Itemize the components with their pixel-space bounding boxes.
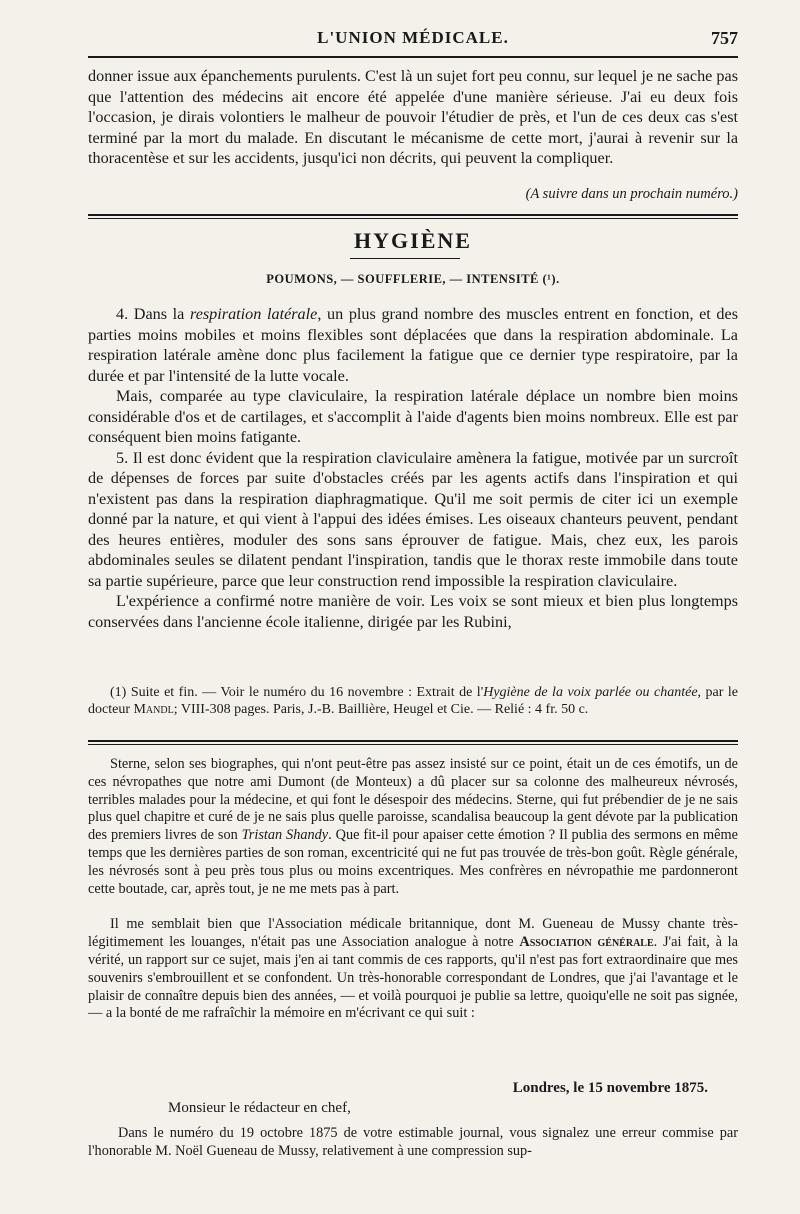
hygiene-article	[88, 304, 738, 632]
running-head	[88, 28, 738, 54]
para-text: Il me semblait bien que l'Association médicale britannique, dont M. Gueneau de Mussy chante très-légitimement les louanges, n'était pas une Association analogue à notre	[88, 916, 738, 951]
continued-paragraph: donner issue aux épanchements purulents. C'est là un sujet fort peu connu, sur lequel je ne sache pas que l'attention des médecins ait encore été appelée d'une manière sérieuse. J'ai eu deux fois l'occasion, je dirais volontiers le malheur de pouvoir l'étudier de près, et l'un de ces deux cas s'est terminé par la mort du malade. En discutant le mécanisme de cette mort, j'aurai à revenir sur la thoracentèse et sur les accidents, jusqu'ici non décrits, qui peuvent la compliquer.	[88, 67, 738, 167]
feuilleton-paragraph-association	[88, 916, 738, 1023]
letter-date: Londres, le 15 novembre 1875.	[512, 1080, 708, 1096]
hygiene-paragraph-experience: L'expérience a confirmé notre manière de voir. Les voix se sont mieux et bien plus longtemps conservées dans l'ancienne école italienne, dirigée par les Rubini,	[88, 592, 738, 631]
letter-body	[88, 1124, 738, 1160]
para-lead: 4. Dans la	[116, 305, 190, 323]
section-subtitle: POUMONS, — SOUFFLERIE, — INTENSITÉ (¹).	[266, 272, 560, 286]
feuilleton	[88, 756, 738, 1023]
to-be-continued-note: (A suivre dans un prochain numéro.)	[525, 186, 738, 202]
hygiene-paragraph-comparison: Mais, comparée au type claviculaire, la respiration latérale déplace un nombre bien moins considérable d'os et de cartilages, et s'accomplit à l'aide d'agents bien moins nombreux. Elle est par conséquent bien moins fatigante.	[88, 387, 738, 446]
continued-article	[88, 66, 738, 169]
feuilleton-paragraph-sterne	[88, 756, 738, 898]
para-text: , un plus grand nombre des muscles entrent en fonction, et des parties moins mobiles et moins flexibles sont déplacées que dans la respiration abdominale. La respiration latérale amène donc plus facilement la fatigue que ce dernier type respiratoire, par la durée et par l'intensité de la lutte vocale.	[88, 305, 739, 385]
fn-author: Mandl	[133, 702, 174, 717]
fn-part: , par le docteur	[88, 685, 738, 717]
para-text: Sterne, selon ses biographes, qui n'ont peut-être pas assez insisté sur ce point, était un de ces émotifs, un de ces névropathes que notre ami Dumont (de Monteux) a dû placer sur sa colonne des malheureux névrosés, terribles malades pour la médecine, et qui font le désespoir des médecins. Sterne, qui fut prébendier de je ne sais plus quel chapitre et curé de je ne sais plus quelle paroisse, scandalisa beaucoup la gent dévote par la publication des premiers livres de son	[88, 756, 738, 844]
para-text: . J'ai fait, à la vérité, un rapport sur ce sujet, mais j'en ai tant commis de ces rapports, qu'il n'est pas fort extraordinaire que mes souvenirs s'embrouillent et se confondent. Un très-honorable correspondant de Londres, que j'ai l'avantage et le plaisir de connaître depuis bien des années, — et voilà pourquoi je publie sa lettre, quoiqu'elle ne soit pas signée, — a la bonté de me rafraîchir la mémoire en m'écrivant ce qui suit :	[88, 934, 738, 1022]
fn-book-title: Hygiène de la voix parlée ou chantée	[483, 685, 698, 700]
association-name: Association générale	[519, 934, 654, 951]
header-rule	[88, 56, 738, 58]
page-number: 757	[711, 28, 738, 48]
hygiene-paragraph-4	[88, 304, 738, 386]
letter-paragraph: Dans le numéro du 19 octobre 1875 de votre estimable journal, vous signalez une erreur commise par l'honorable M. Noël Gueneau de Mussy, relativement à une compression sup-	[88, 1125, 738, 1159]
letter-salutation: Monsieur le rédacteur en chef,	[168, 1100, 351, 1116]
fn-part: ; VIII-308 pages. Paris, J.-B. Baillière, Heugel et Cie. — Relié : 4 fr. 50 c.	[173, 702, 589, 717]
journal-title: L'UNION MÉDICALE.	[317, 28, 509, 47]
para-text: . Que fit-il pour apaiser cette émotion ? Il publia des sermons en même temps que les dernières parties de son roman, excentricité qui ne fut pas trouvée de très-bon goût. Règle générale, les névrosés sont à peu près tous plus ou moins excentriques. Mes confrères en névropathie me pardonneront cette boutade, car, après tout, je ne me mets pas à part.	[88, 827, 738, 897]
section-divider-top	[88, 214, 738, 219]
footnote-text	[88, 684, 738, 718]
emphasis-term: respiration latérale	[190, 305, 318, 323]
hygiene-paragraph-5: 5. Il est donc évident que la respiration claviculaire amènera la fatigue, motivée par un surcroît de dépenses de forces par suite d'obstacles créés par les agents actifs dans l'inspiration et qui n'existent pas dans la respiration diaphragmatique. Qu'il me soit permis de citer ici un exemple donné par la nature, et qui vient à l'appui des idées émises. Les oiseaux chanteurs peuvent, pendant des heures entières, moduler des sons sans éprouver de fatigue. Mais, chez eux, les parois abdominales seules se dilatent pendant l'inspiration, tandis que le thorax reste immobile dans toute sa partie supérieure, parce que leur construction rend impossible la respiration claviculaire.	[88, 448, 738, 590]
section-title: HYGIÈNE	[354, 228, 472, 253]
feuilleton-divider	[88, 740, 738, 745]
title-underline	[350, 258, 460, 259]
book-title: Tristan Shandy	[241, 827, 329, 844]
footnote	[88, 684, 738, 718]
fn-part: (1) Suite et fin. — Voir le numéro du 16 novembre : Extrait de l'	[110, 685, 484, 700]
